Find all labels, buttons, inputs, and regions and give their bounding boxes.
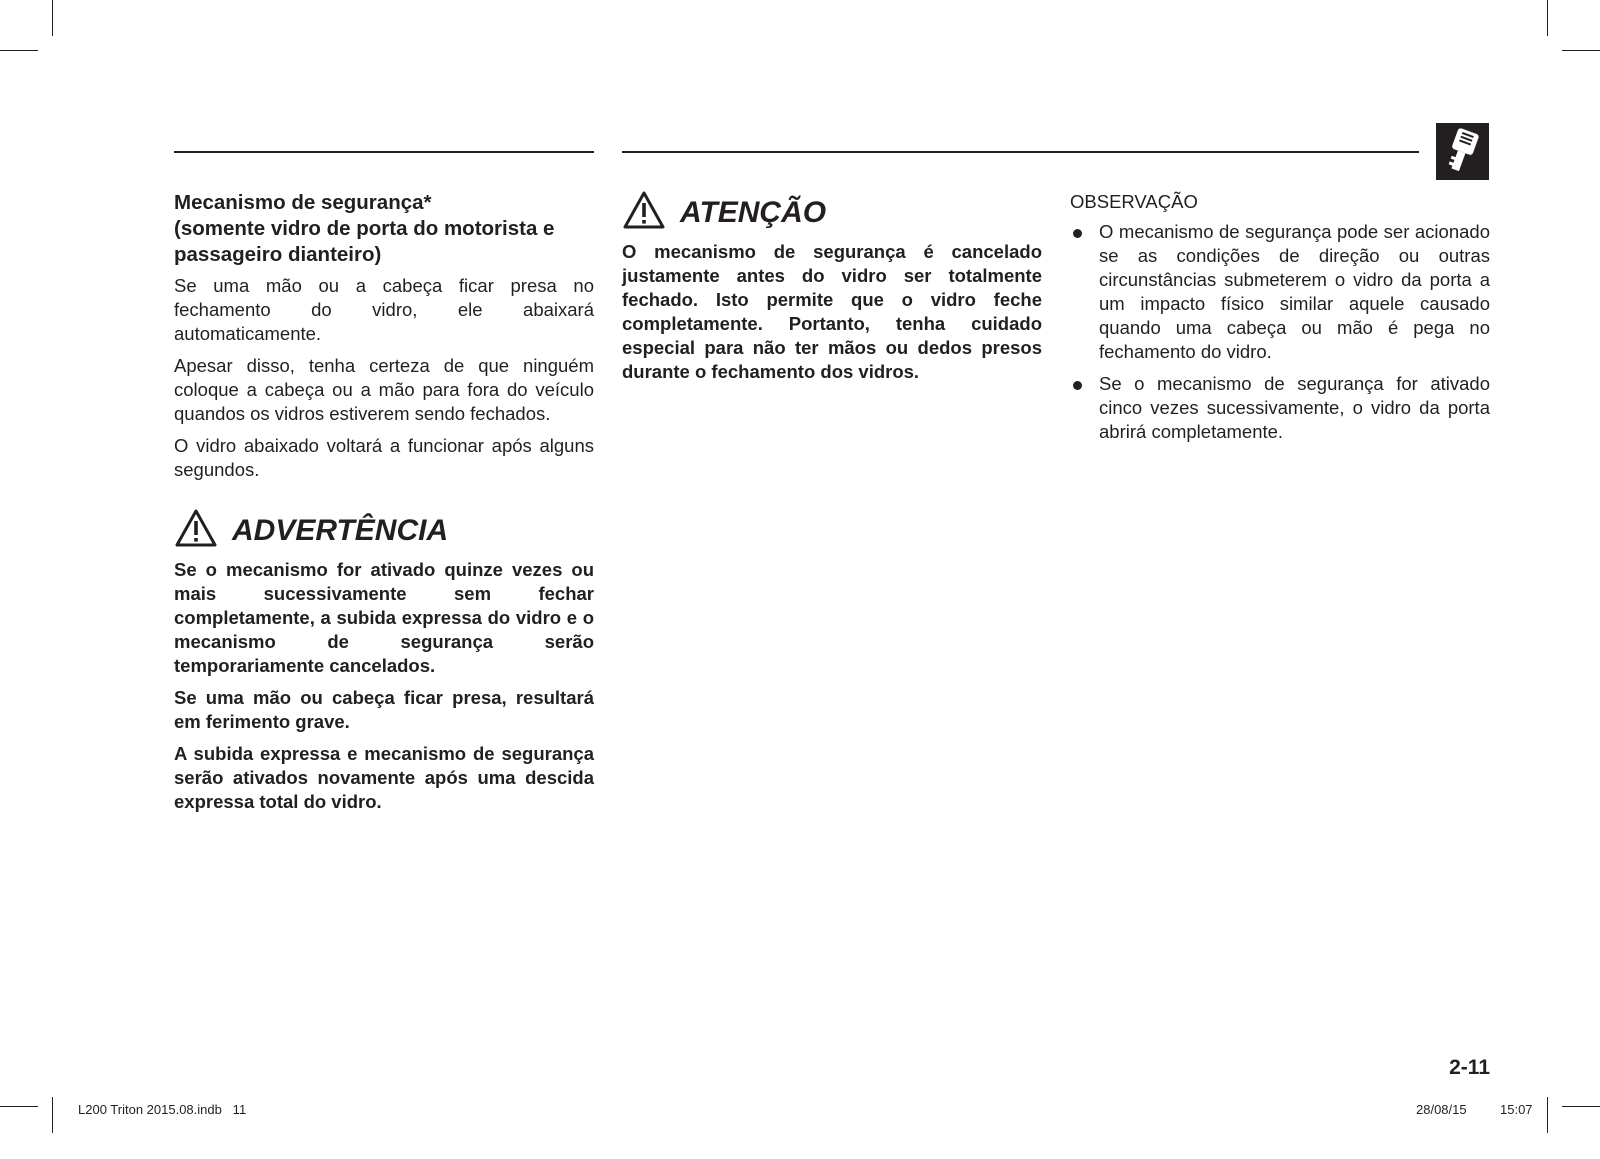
section-tab: [1436, 123, 1489, 180]
footer-file-info: L200 Triton 2015.08.indb 11: [78, 1102, 247, 1117]
crop-mark-top-left-h: [0, 50, 38, 51]
list-item-text: Se o mecanismo de segurança for ativado cinco vezes sucessivamente, o vidro da porta abrirá completamente.: [1099, 373, 1490, 442]
note-list: [1070, 220, 1490, 444]
crop-mark-bottom-right-v: [1547, 1097, 1548, 1133]
crop-mark-top-right-h: [1562, 50, 1600, 51]
warning-triangle-icon: [174, 508, 218, 548]
header-rule-right: [622, 151, 1419, 153]
crop-mark-top-right-v: [1547, 0, 1548, 36]
warning-title-text: ADVERTÊNCIA: [232, 514, 449, 547]
section-heading-title: Mecanismo de segurança*: [174, 191, 432, 214]
header-rule-left: [174, 151, 594, 153]
footer-date: 28/08/15: [1416, 1102, 1467, 1117]
caution-title-text: ATENÇÃO: [680, 196, 827, 229]
crop-mark-top-left-v: [52, 0, 53, 36]
bullet-icon: [1073, 229, 1082, 238]
body-paragraph: Apesar disso, tenha certeza de que ninguém coloque a cabeça ou a mão para fora do veículo quandos os vidros estiverem sendo fechados.: [174, 355, 594, 424]
caution-body: [622, 240, 1042, 384]
body-paragraph: Se uma mão ou a cabeça ficar presa no fechamento do vidro, ele abaixará automaticamente.: [174, 275, 594, 344]
crop-mark-bottom-left-v: [52, 1097, 53, 1133]
section-heading-subtitle: (somente vidro de porta do motorista e passageiro dianteiro): [174, 217, 555, 266]
warning-paragraph: Se uma mão ou cabeça ficar presa, resultará em ferimento grave.: [174, 687, 594, 732]
warning-title: [174, 508, 594, 548]
key-icon: [1436, 123, 1489, 180]
warning-paragraph: A subida expressa e mecanismo de segurança serão ativados novamente após uma descida expressa total do vidro.: [174, 743, 594, 812]
section-heading: [174, 190, 594, 268]
right-column: [1070, 190, 1490, 452]
list-item-text: O mecanismo de segurança pode ser acionado se as condições de direção ou outras circunstâncias submeterem o vidro da porta a um impacto físico similar aquele causado quando uma cabeça ou mão é pega no fechamento do vidro.: [1099, 221, 1490, 362]
caution-triangle-icon: [622, 190, 666, 230]
warning-paragraph: Se o mecanismo for ativado quinze vezes ou mais sucessivamente sem fechar completamente, a subida expressa do vidro e o mecanismo de segurança serão temporariamente cancelados.: [174, 559, 594, 676]
page-number: 2-11: [1449, 1056, 1490, 1079]
list-item: [1070, 220, 1490, 364]
crop-mark-bottom-right-h: [1562, 1106, 1600, 1107]
caution-title: [622, 190, 1042, 230]
left-column: [174, 190, 594, 822]
note-title: OBSERVAÇÃO: [1070, 191, 1198, 212]
crop-mark-bottom-left-h: [0, 1106, 38, 1107]
bullet-icon: [1073, 381, 1082, 390]
list-item: [1070, 372, 1490, 444]
footer-time: 15:07: [1500, 1102, 1533, 1117]
body-paragraph: O vidro abaixado voltará a funcionar após alguns segundos.: [174, 435, 594, 480]
warning-body: [174, 558, 594, 814]
caution-paragraph: O mecanismo de segurança é cancelado justamente antes do vidro ser totalmente fechado. Isto permite que o vidro feche completamente. Portanto, tenha cuidado especial para não ter mãos ou dedos presos durante o fechamento dos vidros.: [622, 241, 1042, 382]
middle-column: [622, 190, 1042, 392]
